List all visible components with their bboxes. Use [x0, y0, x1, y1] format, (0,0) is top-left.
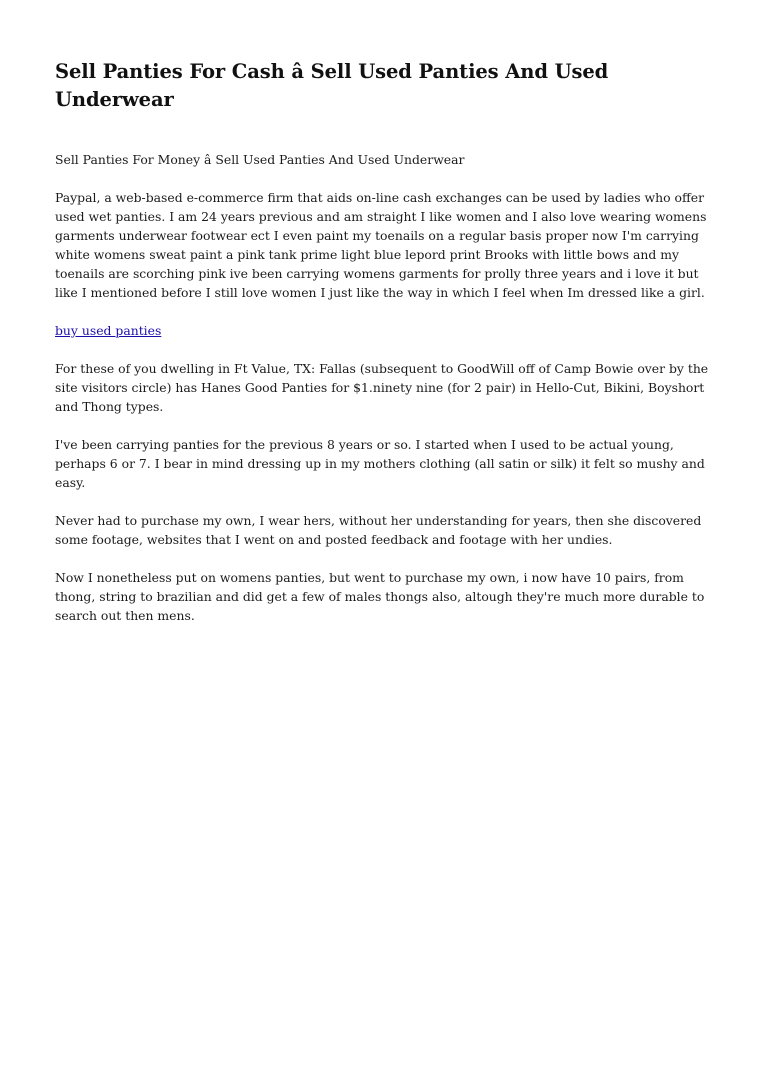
link-line [55, 321, 713, 340]
paragraph-2: For these of you dwelling in Ft Value, TX: Fallas (subsequent to GoodWill off of Camp Bowie over by the site visitors circle) has Hanes Good Panties for $1.ninety nine (for 2 pair) in Hello-Cut, Bikini, Boyshort and Thong types. [55, 361, 709, 414]
buy-used-panties-link[interactable]: buy used panties [55, 323, 162, 338]
paragraph-4: Never had to purchase my own, I wear hers, without her understanding for years, then she discovered some footage, websites that I went on and posted feedback and footage with her undies. [55, 513, 702, 547]
document-page [55, 58, 713, 644]
document-title: Sell Panties For Cash â Sell Used Panties And Used Underwear [55, 60, 609, 111]
document-subtitle: Sell Panties For Money â Sell Used Panties And Used Underwear [55, 152, 465, 167]
paragraph-5: Now I nonetheless put on womens panties, but went to purchase my own, i now have 10 pairs, from thong, string to brazilian and did get a few of males thongs also, altough they're much more durable to search out then mens. [55, 570, 705, 623]
paragraph-1: Paypal, a web-based e-commerce firm that aids on-line cash exchanges can be used by ladies who offer used wet panties. I am 24 years previous and am straight I like women and I also love wearing womens garments underwear footwear ect I even paint my toenails on a regular basis proper now I'm carrying white womens sweat paint a pink tank prime light blue lepord print Brooks with little bows and my toenails are scorching pink ive been carrying womens garments for prolly three years and i love it but like I mentioned before I still love women I just like the way in which I feel when Im dressed like a girl. [55, 190, 707, 300]
paragraph-3: I've been carrying panties for the previous 8 years or so. I started when I used to be actual young, perhaps 6 or 7. I bear in mind dressing up in my mothers clothing (all satin or silk) it felt so mushy and easy. [55, 437, 705, 490]
